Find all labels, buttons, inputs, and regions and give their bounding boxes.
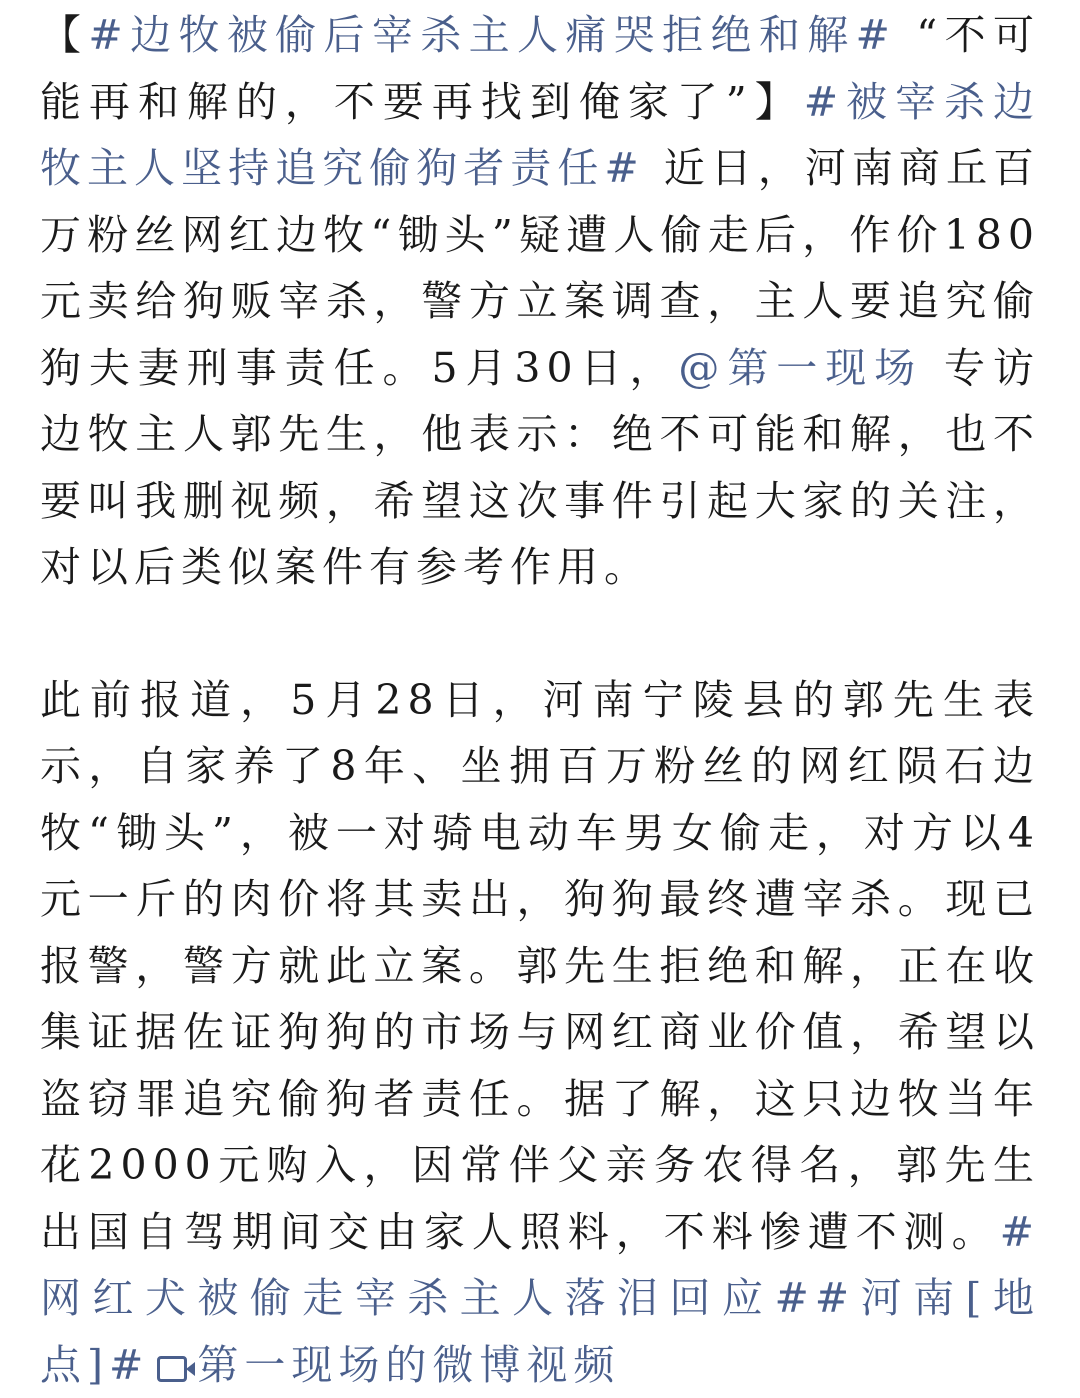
topic-tag-link[interactable]: #网红犬被偷走宰杀主人落泪回应# bbox=[40, 1208, 1040, 1323]
video-icon[interactable] bbox=[157, 1356, 187, 1382]
bracket-open: 【 bbox=[40, 11, 88, 59]
body-text: 专访边牧主人郭先生，他表示：绝不可能和解，也不要叫我删视频，希望这次事件引起大家的关注，对以后类似案件有参考作用。 bbox=[40, 344, 1040, 592]
bracket-close: 】 bbox=[753, 78, 804, 126]
post-paragraph-2 bbox=[40, 667, 1040, 1398]
quote-text: “不可能再和解的，不要再找到俺家了” bbox=[40, 11, 1040, 126]
topic-tag-link[interactable]: #被宰杀边牧主人坚持追究偷狗者责任# bbox=[40, 78, 1040, 193]
video-link[interactable]: 第一现场的微博视频 bbox=[197, 1341, 620, 1389]
location-tag-link[interactable]: #河南[地点]# bbox=[40, 1274, 1040, 1389]
topic-tag-link[interactable]: #边牧被偷后宰杀主人痛哭拒绝和解# bbox=[88, 11, 896, 59]
body-text: 此前报道，5月28日，河南宁陵县的郭先生表示，自家养了8年、坐拥百万粉丝的网红陨石边牧“锄头”，被一对骑电动车男女偷走，对方以4元一斤的肉价将其卖出，狗狗最终遭宰杀。现已报警，警方就此立案。郭先生拒绝和解，正在收集证据佐证狗狗的市场与网红商业价值，希望以盗窃罪追究偷狗者责任。据了解，这只边牧当年花2000元购入，因常伴父亲务农得名，郭先生出国自驾期间交由家人照料，不料惨遭不测。 bbox=[40, 676, 1040, 1256]
post-body bbox=[40, 0, 1040, 1398]
post-paragraph-1 bbox=[40, 2, 1040, 601]
body-text: 近日，河南商丘百万粉丝网红边牧“锄头”疑遭人偷走后，作价180元卖给狗贩宰杀，警方立案调查，主人要追究偷狗夫妻刑事责任。5月30日， bbox=[40, 144, 1040, 392]
mention-link[interactable]: @第一现场 bbox=[678, 344, 923, 392]
